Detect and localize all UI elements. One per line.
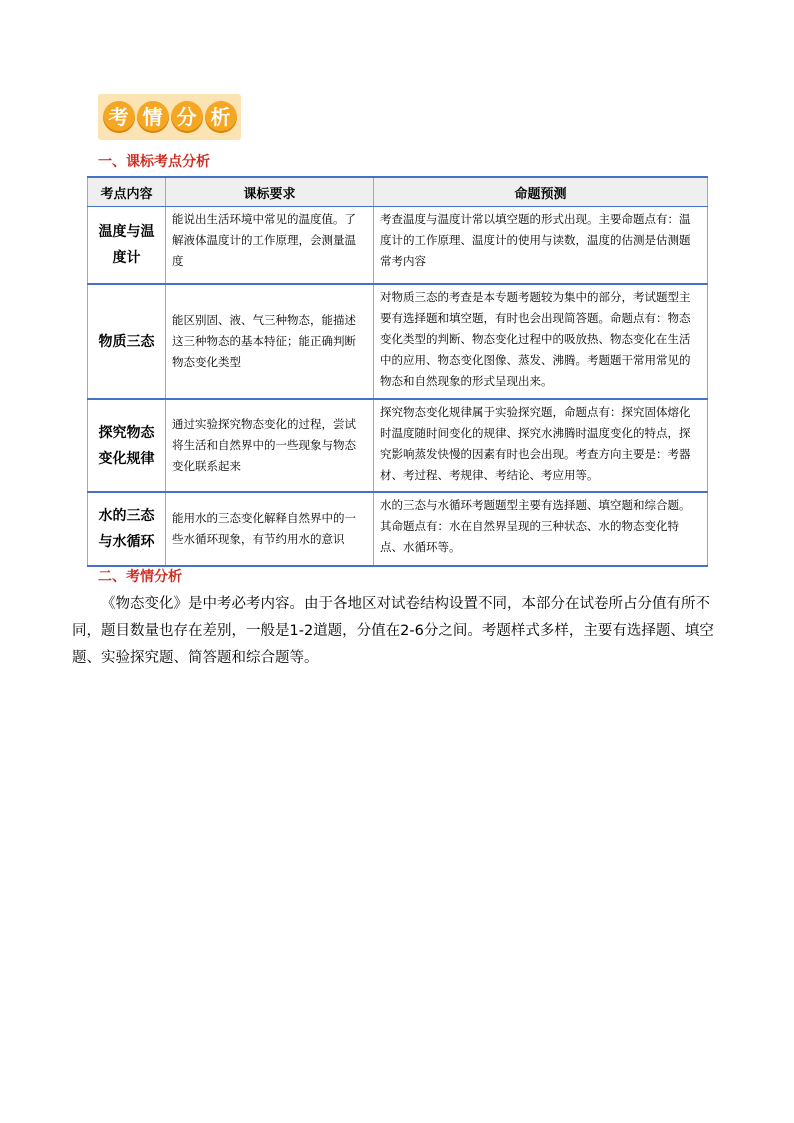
topic-cell: 探究物态变化规律 [88, 399, 166, 492]
table-header-row [88, 177, 708, 207]
banner-char: 考 [103, 101, 135, 133]
topic-cell: 水的三态与水循环 [88, 492, 166, 566]
banner-char: 情 [137, 101, 169, 133]
banner-char: 分 [171, 101, 203, 133]
header-requirement: 课标要求 [166, 177, 374, 207]
requirement-cell: 通过实验探究物态变化的过程，尝试将生活和自然界中的一些现象与物态变化联系起来 [166, 399, 374, 492]
table-row [88, 207, 708, 285]
prediction-cell: 考查温度与温度计常以填空题的形式出现。主要命题点有：温度计的工作原理、温度计的使用与读数，温度的估测是估测题常考内容 [374, 207, 708, 285]
curriculum-table [87, 176, 708, 567]
prediction-cell: 对物质三态的考查是本专题考题较为集中的部分，考试题型主要有选择题和填空题，有时也会出现简答题。命题点有：物态变化类型的判断、物态变化过程中的吸放热、物态变化在生活中的应用、物态变化图像、蒸发、沸腾。考题题干常用常见的物态和自然现象的形式呈现出来。 [374, 284, 708, 399]
header-prediction: 命题预测 [374, 177, 708, 207]
prediction-cell: 探究物态变化规律属于实验探究题，命题点有：探究固体熔化时温度随时间变化的规律、探究水沸腾时温度变化的特点，探究影响蒸发快慢的因素有时也会出现。考查方向主要是：考器材、考过程、考规律、考结论、考应用等。 [374, 399, 708, 492]
banner-char: 析 [205, 101, 237, 133]
section2-title: 二、考情分析 [98, 569, 182, 585]
section1-title: 一、课标考点分析 [98, 154, 210, 170]
topic-cell: 物质三态 [88, 284, 166, 399]
table-row [88, 284, 708, 399]
requirement-cell: 能说出生活环境中常见的温度值。了解液体温度计的工作原理，会测量温度 [166, 207, 374, 285]
analysis-paragraph: 《物态变化》是中考必考内容。由于各地区对试卷结构设置不同，本部分在试卷所占分值有所不同，题目数量也存在差别，一般是1-2道题，分值在2-6分之间。考题样式多样，主要有选择题、填空题、实验探究题、简答题和综合题等。 [72, 596, 714, 666]
topic-cell: 温度与温度计 [88, 207, 166, 285]
header-topic: 考点内容 [88, 177, 166, 207]
requirement-cell: 能区别固、液、气三种物态，能描述这三种物态的基本特征；能正确判断物态变化类型 [166, 284, 374, 399]
prediction-cell: 水的三态与水循环考题题型主要有选择题、填空题和综合题。其命题点有：水在自然界呈现的三种状态、水的物态变化特点、水循环等。 [374, 492, 708, 566]
section-banner [98, 94, 241, 140]
table-row [88, 492, 708, 566]
table-row [88, 399, 708, 492]
requirement-cell: 能用水的三态变化解释自然界中的一些水循环现象，有节约用水的意识 [166, 492, 374, 566]
